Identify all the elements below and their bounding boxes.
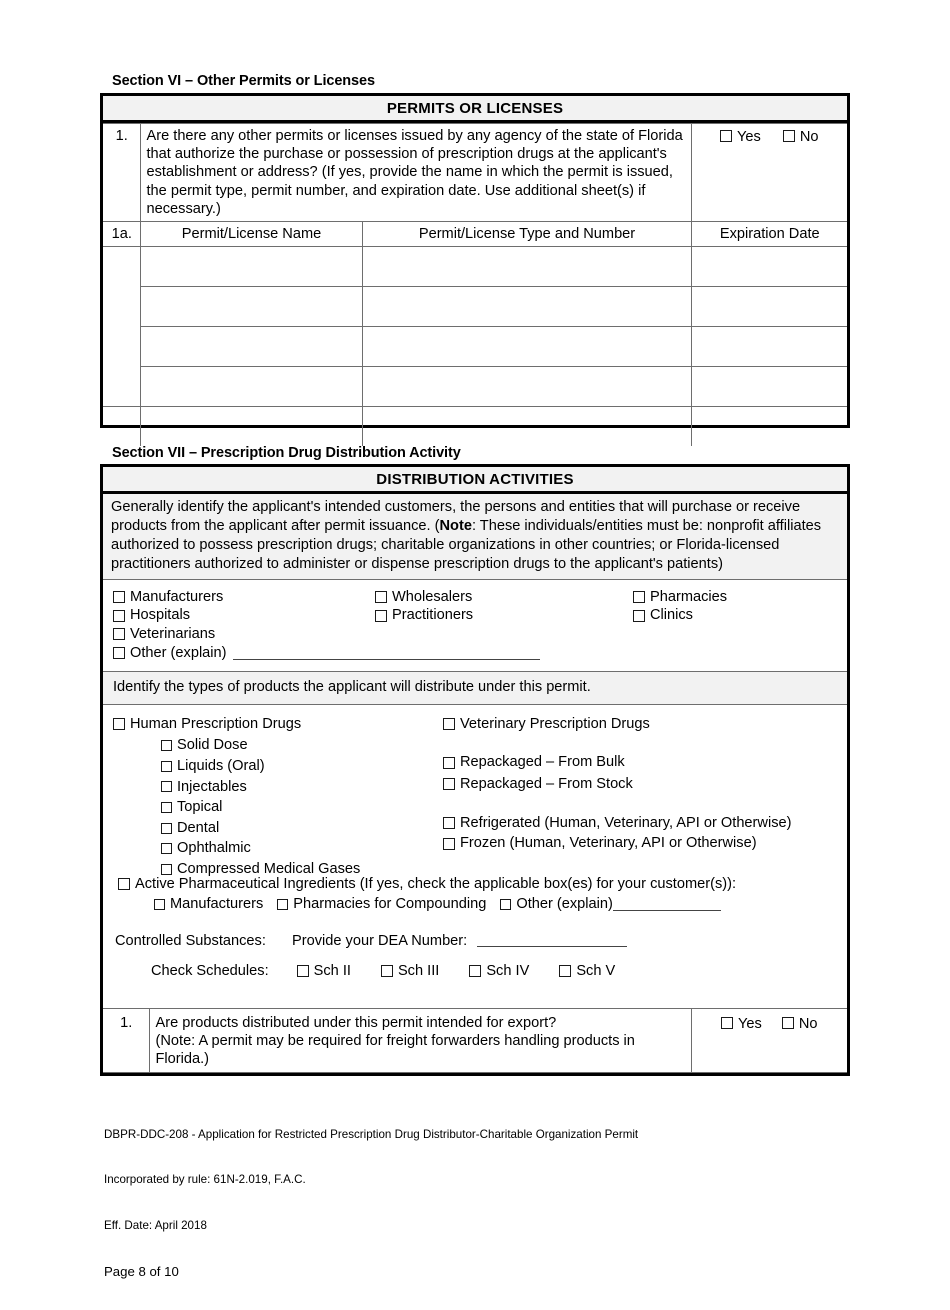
row-1a-number: 1a. [103, 222, 140, 247]
checkbox-icon[interactable] [721, 1017, 733, 1029]
distribution-intro-band [103, 494, 847, 580]
cell-permit-name[interactable] [140, 247, 362, 287]
customer-label: Clinics [650, 607, 693, 624]
intro-part2: : These individuals/entities must be: nonprofit affiliates authorized to possess prescription drugs; charitable organizations in other countries; or Florida-licensed practitioners authorized to administer or dispense prescription drugs to the applicant's patients) [111, 517, 822, 572]
checkbox-icon[interactable] [720, 130, 732, 142]
checkbox-icon[interactable] [782, 1017, 794, 1029]
api-sub-pharmacies-compounding: Pharmacies for Compounding [293, 896, 487, 913]
checkbox-icon[interactable] [113, 718, 125, 730]
col-header-expiration: Expiration Date [691, 222, 847, 247]
cell-permit-name[interactable] [140, 367, 362, 407]
checkbox-icon[interactable] [443, 718, 455, 730]
dea-number-input-line[interactable] [477, 933, 627, 946]
table-row [103, 407, 847, 447]
product-option-frozen[interactable] [443, 836, 791, 851]
customer-option-wholesalers[interactable] [375, 590, 473, 605]
export-yes-label: Yes [738, 1015, 762, 1032]
customer-option-other[interactable] [113, 646, 540, 661]
cell-expiration[interactable] [691, 367, 847, 407]
checkbox-icon[interactable] [161, 802, 172, 813]
customer-option-pharmacies[interactable] [633, 590, 727, 605]
checkbox-icon[interactable] [443, 838, 455, 850]
product-option-solid-dose[interactable] [161, 738, 360, 753]
product-option-topical[interactable] [161, 800, 360, 815]
customers-column-2 [375, 590, 473, 623]
customer-label: Pharmacies [650, 588, 728, 605]
check-schedules-row [151, 963, 615, 979]
product-label: Solid Dose [177, 737, 248, 754]
permits-or-licenses-box [100, 93, 850, 428]
product-option-compressed-medical-gases[interactable] [161, 862, 360, 877]
product-label: Repackaged – From Stock [460, 776, 633, 793]
cell-expiration[interactable] [691, 287, 847, 327]
controlled-substances-label: Controlled Substances: [115, 932, 266, 949]
product-option-repackaged-stock[interactable] [443, 777, 791, 792]
checkbox-icon[interactable] [113, 647, 125, 659]
checkbox-icon[interactable] [161, 843, 172, 854]
checkbox-icon[interactable] [161, 823, 172, 834]
checkbox-icon[interactable] [633, 591, 645, 603]
permits-or-licenses-title: PERMITS OR LICENSES [103, 96, 847, 123]
checkbox-icon[interactable] [500, 899, 511, 910]
footer-eff-date: Eff. Date: April 2018 [104, 1218, 207, 1232]
q1-yes-label: Yes [737, 129, 761, 145]
api-sub-other: Other (explain) [516, 896, 613, 913]
product-option-veterinary-rx[interactable] [443, 717, 791, 732]
col-header-permit-name: Permit/License Name [140, 222, 362, 247]
table-row [103, 247, 847, 287]
api-sub-manufacturers: Manufacturers [170, 896, 264, 913]
temperature-group [443, 816, 791, 851]
cell-permit-name[interactable] [140, 327, 362, 367]
cell-permit-type[interactable] [362, 287, 691, 327]
export-no-label: No [798, 1015, 818, 1032]
schedule-option-sch-v: Sch V [576, 962, 616, 979]
checkbox-icon[interactable] [633, 610, 645, 622]
q1-text: Are there any other permits or licenses issued by any agency of the state of Florida that authorize the purchase or possession of prescription drugs at the applicant's establishment or address? (If yes, provide the name in which the permit is issued, the permit type, permit number, and expiration date. Use additional sheet(s) if necessary.) [140, 124, 691, 222]
products-instruction-band: Identify the types of products the applicant will distribute under this permit. [103, 672, 847, 705]
footer-form-id: DBPR-DDC-208 - Application for Restricted Prescription Drug Distributor-Charitable Organization Permit [104, 1128, 639, 1142]
col-header-permit-type: Permit/License Type and Number [362, 222, 691, 247]
q1-no-option[interactable] [783, 128, 819, 146]
distribution-activities-title: DISTRIBUTION ACTIVITIES [103, 467, 847, 494]
checkbox-icon[interactable] [559, 965, 571, 977]
api-block [118, 877, 736, 912]
q1-no-label: No [799, 129, 819, 145]
product-label: Injectables [177, 778, 247, 795]
checkbox-icon[interactable] [161, 761, 172, 772]
checkbox-icon[interactable] [113, 610, 125, 622]
page-footer [104, 1097, 638, 1310]
product-label: Repackaged – From Bulk [460, 754, 625, 771]
customer-other-label: Other (explain) [130, 644, 227, 661]
checkbox-icon[interactable] [443, 757, 455, 769]
row-spacer [103, 327, 140, 367]
product-option-ophthalmic[interactable] [161, 841, 360, 856]
permits-table [103, 123, 847, 446]
product-option-liquids-oral[interactable] [161, 759, 360, 774]
export-no-option[interactable] [782, 1015, 818, 1033]
section-vi-heading-title: Other Permits or Licenses [196, 73, 375, 89]
section-vi-heading-dash: – [181, 73, 197, 89]
section-vii-heading-dash: – [185, 445, 201, 461]
checkbox-icon[interactable] [277, 899, 288, 910]
table-row-export-question [103, 1009, 847, 1072]
cell-permit-type[interactable] [362, 367, 691, 407]
row-spacer [103, 247, 140, 287]
product-label: Liquids (Oral) [177, 758, 265, 775]
customer-option-veterinarians[interactable] [113, 627, 540, 642]
customers-column-3 [633, 590, 727, 623]
products-checkbox-block [103, 705, 847, 1009]
schedule-option-sch-iv: Sch IV [486, 962, 530, 979]
section-vii-heading-title: Prescription Drug Distribution Activity [200, 445, 461, 461]
product-label: Topical [177, 799, 223, 816]
product-label: Human Prescription Drugs [130, 715, 302, 732]
table-row-header [103, 222, 847, 247]
table-row-question [103, 124, 847, 222]
cell-permit-name[interactable] [140, 287, 362, 327]
customer-label: Wholesalers [392, 588, 473, 605]
customer-option-clinics[interactable] [633, 608, 727, 623]
checkbox-icon[interactable] [113, 628, 125, 640]
q1-yes-option[interactable] [720, 128, 761, 146]
checkbox-icon[interactable] [154, 899, 165, 910]
export-q-yesno-cell [691, 1009, 847, 1072]
product-label: Veterinary Prescription Drugs [460, 715, 650, 732]
section-vi-heading [112, 73, 375, 89]
section-vii-heading-prefix: Section VII [112, 445, 186, 461]
checkbox-icon[interactable] [443, 778, 455, 790]
customer-label: Practitioners [392, 607, 474, 624]
checkbox-icon[interactable] [375, 610, 387, 622]
export-q-number: 1. [103, 1009, 149, 1072]
checkbox-icon[interactable] [161, 864, 172, 875]
checkbox-icon[interactable] [443, 817, 455, 829]
customer-label: Manufacturers [130, 588, 224, 605]
product-label: Compressed Medical Gases [177, 861, 361, 877]
customer-label: Hospitals [130, 607, 191, 624]
product-option-refrigerated[interactable] [443, 816, 791, 831]
row-spacer [103, 407, 140, 447]
export-q-text [149, 1009, 691, 1072]
customer-option-manufacturers[interactable] [113, 590, 540, 605]
cell-expiration[interactable] [691, 327, 847, 367]
row-spacer [103, 367, 140, 407]
table-row [103, 367, 847, 407]
checkbox-icon[interactable] [161, 740, 172, 751]
repackaged-group [443, 755, 791, 791]
customers-checkbox-block [103, 580, 847, 672]
customer-option-practitioners[interactable] [375, 608, 473, 623]
export-q-line1: Are products distributed under this permit intended for export? [155, 1014, 557, 1031]
products-column-left [113, 717, 360, 877]
checkbox-icon[interactable] [783, 130, 795, 142]
export-q-line2: (Note: A permit may be required for freight forwarders handling products in Florida.) [155, 1033, 635, 1068]
footer-page-number: Page 8 of 10 [104, 1263, 179, 1279]
intro-part1: Generally identify the applicant's intended customers, the persons and entities that will purchase or receive products from the applicant after permit issuance. ( [111, 499, 801, 534]
section-vi-heading-prefix: Section VI [112, 73, 182, 89]
controlled-substances-row [115, 933, 627, 949]
table-row [103, 287, 847, 327]
q1-yesno-cell [691, 124, 847, 222]
cell-permit-name[interactable] [140, 407, 362, 447]
api-other-input-line[interactable] [613, 898, 721, 911]
schedule-option-sch-iii: Sch III [397, 962, 440, 979]
checkbox-icon[interactable] [113, 591, 125, 603]
cell-expiration[interactable] [691, 247, 847, 287]
checkbox-icon[interactable] [469, 965, 481, 977]
q1-number: 1. [103, 124, 140, 222]
product-option-repackaged-bulk[interactable] [443, 755, 791, 770]
intro-note-label: Note [439, 517, 472, 534]
product-label: Ophthalmic [177, 840, 251, 857]
footer-rule: Incorporated by rule: 61N-2.019, F.A.C. [104, 1173, 306, 1187]
checkbox-icon[interactable] [375, 591, 387, 603]
product-label: Frozen (Human, Veterinary, API or Otherwise) [460, 835, 757, 852]
api-label: Active Pharmaceutical Ingredients (If yes, check the applicable box(es) for your customer(s)): [135, 875, 737, 892]
checkbox-icon[interactable] [161, 781, 172, 792]
product-option-human-rx[interactable] [113, 717, 360, 732]
dea-number-label: Provide your DEA Number: [292, 932, 468, 949]
customer-label: Veterinarians [130, 626, 216, 643]
table-row [103, 327, 847, 367]
distribution-activities-box [100, 464, 850, 1076]
product-label: Refrigerated (Human, Veterinary, API or Otherwise) [460, 814, 792, 831]
customer-option-hospitals[interactable] [113, 608, 540, 623]
cell-permit-type[interactable] [362, 247, 691, 287]
product-option-injectables[interactable] [161, 780, 360, 795]
cell-expiration[interactable] [691, 407, 847, 447]
cell-permit-type[interactable] [362, 407, 691, 447]
product-option-dental[interactable] [161, 821, 360, 836]
products-column-right [443, 717, 791, 851]
check-schedules-label: Check Schedules: [151, 962, 269, 979]
checkbox-icon[interactable] [297, 965, 309, 977]
row-spacer [103, 287, 140, 327]
api-option[interactable] [118, 877, 736, 892]
export-yes-option[interactable] [721, 1015, 762, 1033]
product-label: Dental [177, 819, 220, 836]
checkbox-icon[interactable] [118, 878, 130, 890]
customer-other-input-line[interactable] [233, 646, 540, 659]
cell-permit-type[interactable] [362, 327, 691, 367]
human-rx-subtypes [161, 738, 360, 876]
section-vii-heading [112, 445, 461, 461]
customers-column-1 [113, 590, 540, 660]
api-subrow [154, 897, 736, 912]
export-question-table [103, 1009, 847, 1073]
checkbox-icon[interactable] [381, 965, 393, 977]
schedule-option-sch-ii: Sch II [313, 962, 351, 979]
